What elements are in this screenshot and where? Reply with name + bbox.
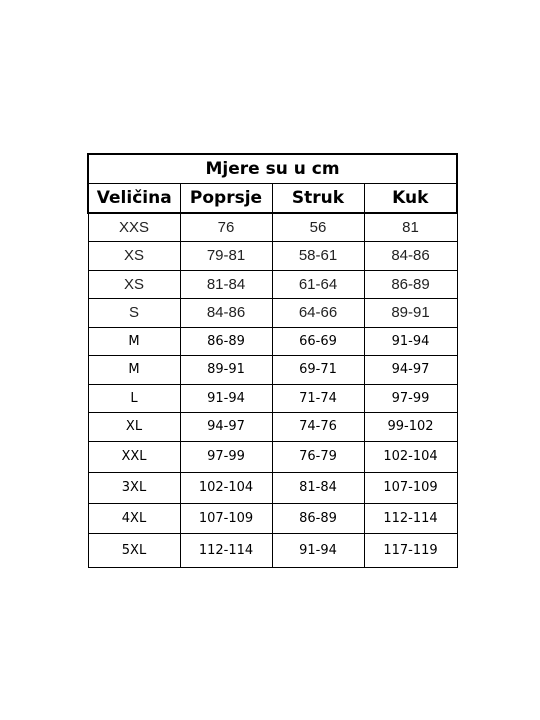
hip-cell: 97-99: [364, 384, 457, 412]
bust-cell: 112-114: [180, 533, 272, 567]
table-row: [88, 327, 457, 355]
table-row: [88, 213, 457, 241]
size-cell: XXL: [88, 441, 180, 472]
hip-cell: 81: [364, 213, 457, 241]
bust-cell: 107-109: [180, 503, 272, 533]
size-cell: 4XL: [88, 503, 180, 533]
header-waist: Struk: [272, 184, 364, 214]
bust-cell: 89-91: [180, 355, 272, 384]
size-cell: XXS: [88, 213, 180, 241]
waist-cell: 66-69: [272, 327, 364, 355]
size-cell: XS: [88, 241, 180, 270]
waist-cell: 64-66: [272, 298, 364, 327]
table-row: [88, 533, 457, 567]
table-row: [88, 384, 457, 412]
bust-cell: 102-104: [180, 472, 272, 503]
table-row: [88, 412, 457, 441]
size-cell: 5XL: [88, 533, 180, 567]
hip-cell: 86-89: [364, 270, 457, 298]
header-size: Veličina: [88, 184, 180, 214]
hip-cell: 94-97: [364, 355, 457, 384]
header-bust: Poprsje: [180, 184, 272, 214]
table-row: [88, 503, 457, 533]
waist-cell: 71-74: [272, 384, 364, 412]
table-row: [88, 241, 457, 270]
bust-cell: 76: [180, 213, 272, 241]
waist-cell: 91-94: [272, 533, 364, 567]
waist-cell: 81-84: [272, 472, 364, 503]
hip-cell: 84-86: [364, 241, 457, 270]
size-cell: M: [88, 355, 180, 384]
header-row: [88, 184, 457, 214]
size-cell: XS: [88, 270, 180, 298]
waist-cell: 56: [272, 213, 364, 241]
bust-cell: 94-97: [180, 412, 272, 441]
waist-cell: 74-76: [272, 412, 364, 441]
size-cell: M: [88, 327, 180, 355]
hip-cell: 112-114: [364, 503, 457, 533]
bust-cell: 79-81: [180, 241, 272, 270]
waist-cell: 61-64: [272, 270, 364, 298]
bust-cell: 86-89: [180, 327, 272, 355]
table-title: Mjere su u cm: [88, 154, 457, 184]
waist-cell: 86-89: [272, 503, 364, 533]
title-row: [88, 154, 457, 184]
bust-cell: 91-94: [180, 384, 272, 412]
bust-cell: 84-86: [180, 298, 272, 327]
hip-cell: 99-102: [364, 412, 457, 441]
size-cell: L: [88, 384, 180, 412]
header-hip: Kuk: [364, 184, 457, 214]
waist-cell: 58-61: [272, 241, 364, 270]
hip-cell: 102-104: [364, 441, 457, 472]
table-row: [88, 355, 457, 384]
table-row: [88, 298, 457, 327]
hip-cell: 117-119: [364, 533, 457, 567]
table-row: [88, 270, 457, 298]
bust-cell: 97-99: [180, 441, 272, 472]
size-cell: 3XL: [88, 472, 180, 503]
waist-cell: 69-71: [272, 355, 364, 384]
size-chart-table: [87, 153, 458, 568]
table-row: [88, 441, 457, 472]
hip-cell: 89-91: [364, 298, 457, 327]
table-row: [88, 472, 457, 503]
bust-cell: 81-84: [180, 270, 272, 298]
hip-cell: 107-109: [364, 472, 457, 503]
waist-cell: 76-79: [272, 441, 364, 472]
size-cell: S: [88, 298, 180, 327]
size-cell: XL: [88, 412, 180, 441]
table-body: [88, 213, 457, 567]
hip-cell: 91-94: [364, 327, 457, 355]
